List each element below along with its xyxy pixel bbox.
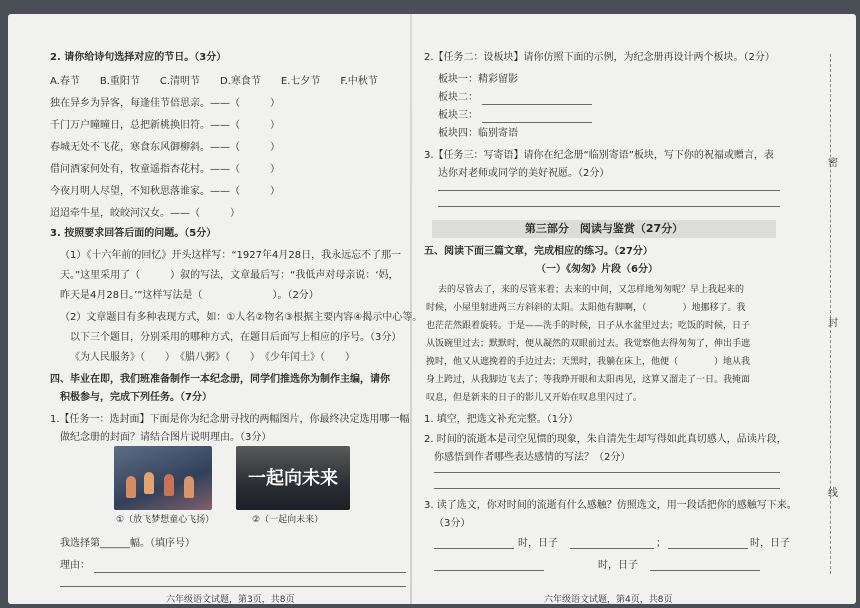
passage-line: 身上跨过，从我脚边飞去了；等我睁开眼和太阳再见，这算又溜走了一日。我掩面 [426,375,751,385]
q3-1-line: 天。”这里采用了（ ）叙的写法，文章最后写：“我低声对母亲说：‘妈， [60,270,399,281]
margin-char: 封 [828,318,838,329]
part3-heading: 第三部分 阅读与鉴赏（27分） [432,220,776,238]
answer-line [60,586,406,587]
choice-line: 我选择第______幅。（填序号） [60,538,195,549]
q3-1-line: 昨天是4月28日。’”这样写法是（ ）。（2分） [60,290,319,301]
image-1-caption: ①（放飞梦想童心飞扬） [116,515,215,525]
poem-line: 迢迢牵牛星，皎皎河汉女。——（ ） [50,208,240,219]
margin-char: 线 [828,488,838,499]
image-2-caption: ②（一起向未来） [252,515,324,525]
margin-char: 密 [828,158,838,169]
reading-q3: 3. 读了选文，你对时间的流逝有什么感触？仿照选文，用一段话把你的感触写下来。 [424,500,797,511]
answer-line [438,206,780,207]
poem-line: 春城无处不飞花，寒食东风御柳斜。——（ ） [50,142,280,153]
section-4-heading: 积极参与，完成下列任务。（7分） [60,392,212,403]
passage-line: 挽时，他又从遮挽着的手边过去；天黑时，我躺在床上，他便（ ）地从我 [426,357,751,367]
reading-q3: （3分） [434,518,471,529]
block-item: 板块二： [438,92,478,103]
running-child-figure [126,476,136,498]
running-child-figure [144,472,154,494]
reading-1-title: （一）《匆匆》片段（6分） [536,264,658,275]
imitation-fragment: ； [656,538,666,549]
festival-options: A.春节 B.重阳节 C.清明节 D.寒食节 E.七夕节 F.中秋节 [50,76,378,87]
task2-title: 2.【任务二：设板块】请你仿照下面的示例，为纪念册再设计两个板块。（2分） [424,52,775,63]
imitation-fragment: 时，日子 [750,538,790,549]
answer-line [434,570,544,571]
task1-line: 1.【任务一：选封面】下面是你为纪念册寻找的两幅图片，你最终决定选用哪一幅 [50,414,410,425]
reading-q1: 1. 填空，把选文补充完整。（1分） [424,414,579,425]
cover-image-2 [236,446,350,510]
answer-line [650,570,760,571]
right-page [418,14,797,605]
passage-line: 叹息，但是新来的日子的影儿又开始在叹息里闪过了。 [426,393,643,403]
task3-line: 3.【任务三：写寄语】请你在纪念册“临别寄语”板块，写下你的祝福或赠言，表 [424,150,774,161]
q3-2-titles: 《为人民服务》（ ） 《腊八粥》（ ） 《少年闰土》（ ） [70,352,355,363]
answer-line [434,548,514,549]
answer-line [668,548,748,549]
q3-1-line: （1）《十六年前的回忆》开头这样写：“1927年4月28日，我永远忘不了那一 [60,250,402,261]
page-footer: 六年级语文试题，第3页，共8页 [166,595,295,605]
section-4-heading: 四、毕业在即，我们班准备制作一本纪念册，同学们推选你为制作主编，请你 [50,374,390,385]
section-5-heading: 五、阅读下面三篇文章，完成相应的练习。（27分） [424,246,653,257]
cover-image-1 [114,446,212,510]
answer-line [434,472,780,473]
left-page [46,14,423,605]
running-child-figure [164,474,174,496]
running-child-figure [184,476,194,498]
poem-line: 千门万户曈曈日，总把新桃换旧符。——（ ） [50,120,280,131]
q2-title: 2. 请你给诗句选择对应的节日。（3分） [50,52,227,63]
reading-q2: 2. 时间的流逝本是司空见惯的现象，朱自清先生却写得如此真切感人，品读片段， [424,434,787,445]
answer-line [482,122,592,123]
imitation-fragment: 时，日子 [598,560,638,571]
task1-line: 做纪念册的封面？请结合图片说明理由。（3分） [60,432,272,443]
imitation-fragment: 时，日子 [518,538,558,549]
answer-line [94,572,406,573]
poem-line: 借问酒家何处有，牧童遥指杏花村。——（ ） [50,164,280,175]
q3-2-line: 以下三个题目，分别采用的哪种方式，在题目后面写上相应的序号。（3分） [70,332,402,343]
reason-label: 理由： [60,560,90,571]
q3-2-line: （2）文章题目有多种表现方式，如：①人名②物名③根据主要内容④揭示中心等。 [60,312,423,323]
image-2-title: 一起向未来 [248,468,338,489]
page-footer: 六年级语文试题，第4页，共8页 [544,595,673,605]
block-item: 板块三： [438,110,478,121]
answer-line [434,488,780,489]
reading-q2: 你感悟到作者哪些表达感情的写法？（2分） [434,452,631,463]
poem-line: 今夜月明人尽望，不知秋思落谁家。——（ ） [50,186,280,197]
task3-line: 达你对老师或同学的美好祝愿。（2分） [438,168,610,179]
block-item: 板块四：临别寄语 [438,128,518,139]
answer-line [482,104,592,105]
passage-line: 从饭碗里过去；默默时，便从凝然的双眼前过去。我觉察他去得匆匆了，伸出手遮 [426,339,751,349]
q3-title: 3. 按照要求回答后面的问题。（5分） [50,228,217,239]
passage-line: 也茫茫然跟着旋转。于是——洗手的时候，日子从水盆里过去；吃饭的时候，日子 [426,321,751,331]
passage-line: 时候，小屋里射进两三方斜斜的太阳。太阳他有脚啊，（ ）地挪移了。我 [426,303,746,313]
answer-line [438,190,780,191]
passage-line: 去的尽管去了，来的尽管来着；去来的中间，又怎样地匆匆呢？早上我起来的 [438,285,745,295]
exam-sheet [8,14,856,604]
answer-line [570,548,654,549]
poem-line: 独在异乡为异客，每逢佳节倍思亲。——（ ） [50,98,280,109]
block-item: 板块一：精彩留影 [438,74,518,85]
